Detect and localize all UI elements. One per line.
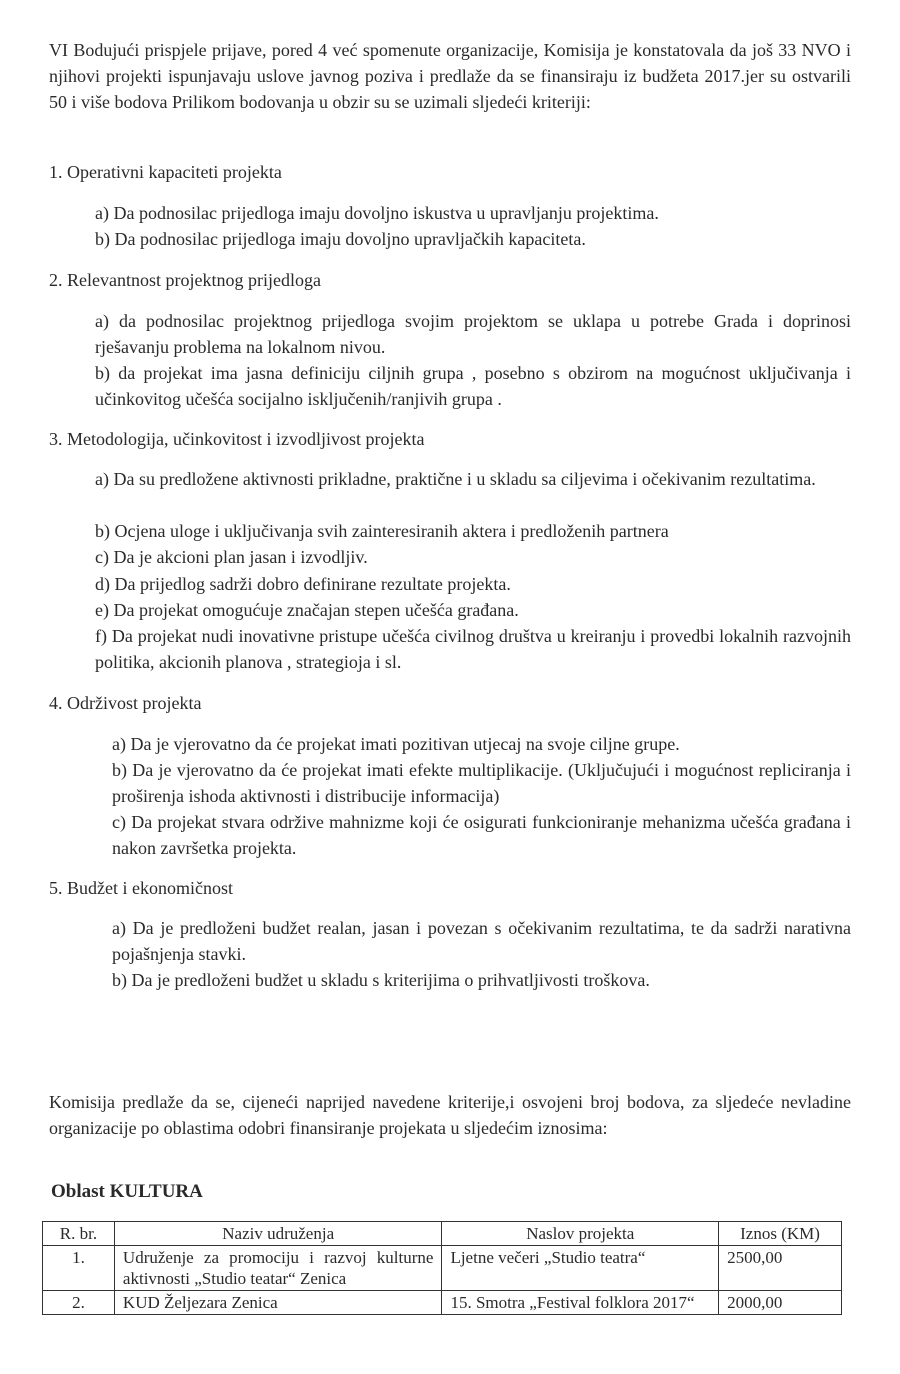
criterion-3-item-e: e) Da projekat omogućuje značajan stepen učešća građana. bbox=[95, 600, 519, 620]
criterion-2-item-b: b) da projekat ima jasna definiciju ciljnih grupa , posebno s obzirom na mogućnost uključivanja i učinkovitog učešća socijalno isključenih/ranjivih grupa . bbox=[95, 363, 851, 409]
criterion-1-item-b: b) Da podnosilac prijedloga imaju dovoljno upravljačkih kapaciteta. bbox=[95, 229, 586, 249]
cell-iznos: 2500,00 bbox=[719, 1246, 842, 1291]
criterion-3-item-f: f) Da projekat nudi inovativne pristupe učešća civilnog društva u kreiranju i provedbi lokalnih razvojnih politika, akcionih planova , strategioja i sl. bbox=[95, 626, 851, 672]
col-header-rbr: R. br. bbox=[43, 1222, 115, 1246]
criterion-5-item-b: b) Da je predloženi budžet u skladu s kriterijima o prihvatljivosti troškova. bbox=[112, 970, 650, 990]
oblast-heading: Oblast KULTURA bbox=[51, 1181, 203, 1202]
cell-naziv: KUD Željezara Zenica bbox=[114, 1291, 442, 1315]
col-header-naziv: Naziv udruženja bbox=[114, 1222, 442, 1246]
table-header-row bbox=[43, 1222, 842, 1246]
col-header-naslov: Naslov projekta bbox=[442, 1222, 719, 1246]
proposal-paragraph: Komisija predlaže da se, cijeneći naprijed navedene kriterije,i osvojeni broj bodova, za sljedeće nevladine organizacije po oblastima odobri finansiranje projekata u sljedećim iznosima: bbox=[49, 1092, 851, 1138]
criterion-3-item-b: b) Ocjena uloge i uključivanja svih zainteresiranih aktera i predloženih partnera bbox=[95, 521, 669, 541]
cell-naslov: Ljetne večeri „Studio teatra“ bbox=[442, 1246, 719, 1291]
criterion-4-item-b: b) Da je vjerovatno da će projekat imati efekte multiplikacije. (Uključujući i mogućnost repliciranja i proširenja ishoda aktivnosti i distribucije informacija) bbox=[112, 760, 851, 806]
criterion-3-item-d: d) Da prijedlog sadrži dobro definirane rezultate projekta. bbox=[95, 574, 511, 594]
criterion-heading-5: 5. Budžet i ekonomičnost bbox=[49, 878, 233, 898]
cell-naziv: Udruženje za promociju i razvoj kulturne aktivnosti „Studio teatar“ Zenica bbox=[114, 1246, 442, 1291]
funding-table bbox=[42, 1221, 842, 1315]
criterion-1-item-a: a) Da podnosilac prijedloga imaju dovoljno iskustva u upravljanju projektima. bbox=[95, 203, 659, 223]
criterion-3-item-a: a) Da su predložene aktivnosti prikladne, praktične i u skladu sa ciljevima i očekivanim rezultatima. bbox=[95, 469, 816, 489]
cell-rbr: 1. bbox=[43, 1246, 115, 1291]
cell-iznos: 2000,00 bbox=[719, 1291, 842, 1315]
table-row bbox=[43, 1246, 842, 1291]
criterion-5-item-a: a) Da je predloženi budžet realan, jasan i povezan s očekivanim rezultatima, te da sadrži narativna pojašnjenja stavki. bbox=[112, 918, 851, 964]
col-header-iznos: Iznos (KM) bbox=[719, 1222, 842, 1246]
cell-rbr: 2. bbox=[43, 1291, 115, 1315]
cell-naslov: 15. Smotra „Festival folklora 2017“ bbox=[442, 1291, 719, 1315]
criterion-4-item-c: c) Da projekat stvara održive mahnizme koji će osigurati funkcioniranje mehanizma učešća građana i nakon završetka projekta. bbox=[112, 812, 851, 858]
criterion-heading-3: 3. Metodologija, učinkovitost i izvodljivost projekta bbox=[49, 429, 425, 449]
criterion-2-item-a: a) da podnosilac projektnog prijedloga svojim projektom se uklapa u potrebe Grada i doprinosi rješavanju problema na lokalnom nivou. bbox=[95, 311, 851, 357]
criterion-4-item-a: a) Da je vjerovatno da će projekat imati pozitivan utjecaj na svoje ciljne grupe. bbox=[112, 734, 680, 754]
table-row bbox=[43, 1291, 842, 1315]
criterion-heading-4: 4. Održivost projekta bbox=[49, 693, 202, 713]
intro-paragraph: VI Bodujući prispjele prijave, pored 4 već spomenute organizacije, Komisija je konstatovala da još 33 NVO i njihovi projekti ispunjavaju uslove javnog poziva i predlaže da se finansiraju iz budžeta 2017.jer su ostvarili 50 i više bodova Prilikom bodovanja u obzir su se uzimali sljedeći kriteriji: bbox=[49, 40, 851, 112]
criterion-heading-1: 1. Operativni kapaciteti projekta bbox=[49, 162, 282, 182]
criterion-3-item-c: c) Da je akcioni plan jasan i izvodljiv. bbox=[95, 547, 368, 567]
criterion-heading-2: 2. Relevantnost projektnog prijedloga bbox=[49, 270, 321, 290]
